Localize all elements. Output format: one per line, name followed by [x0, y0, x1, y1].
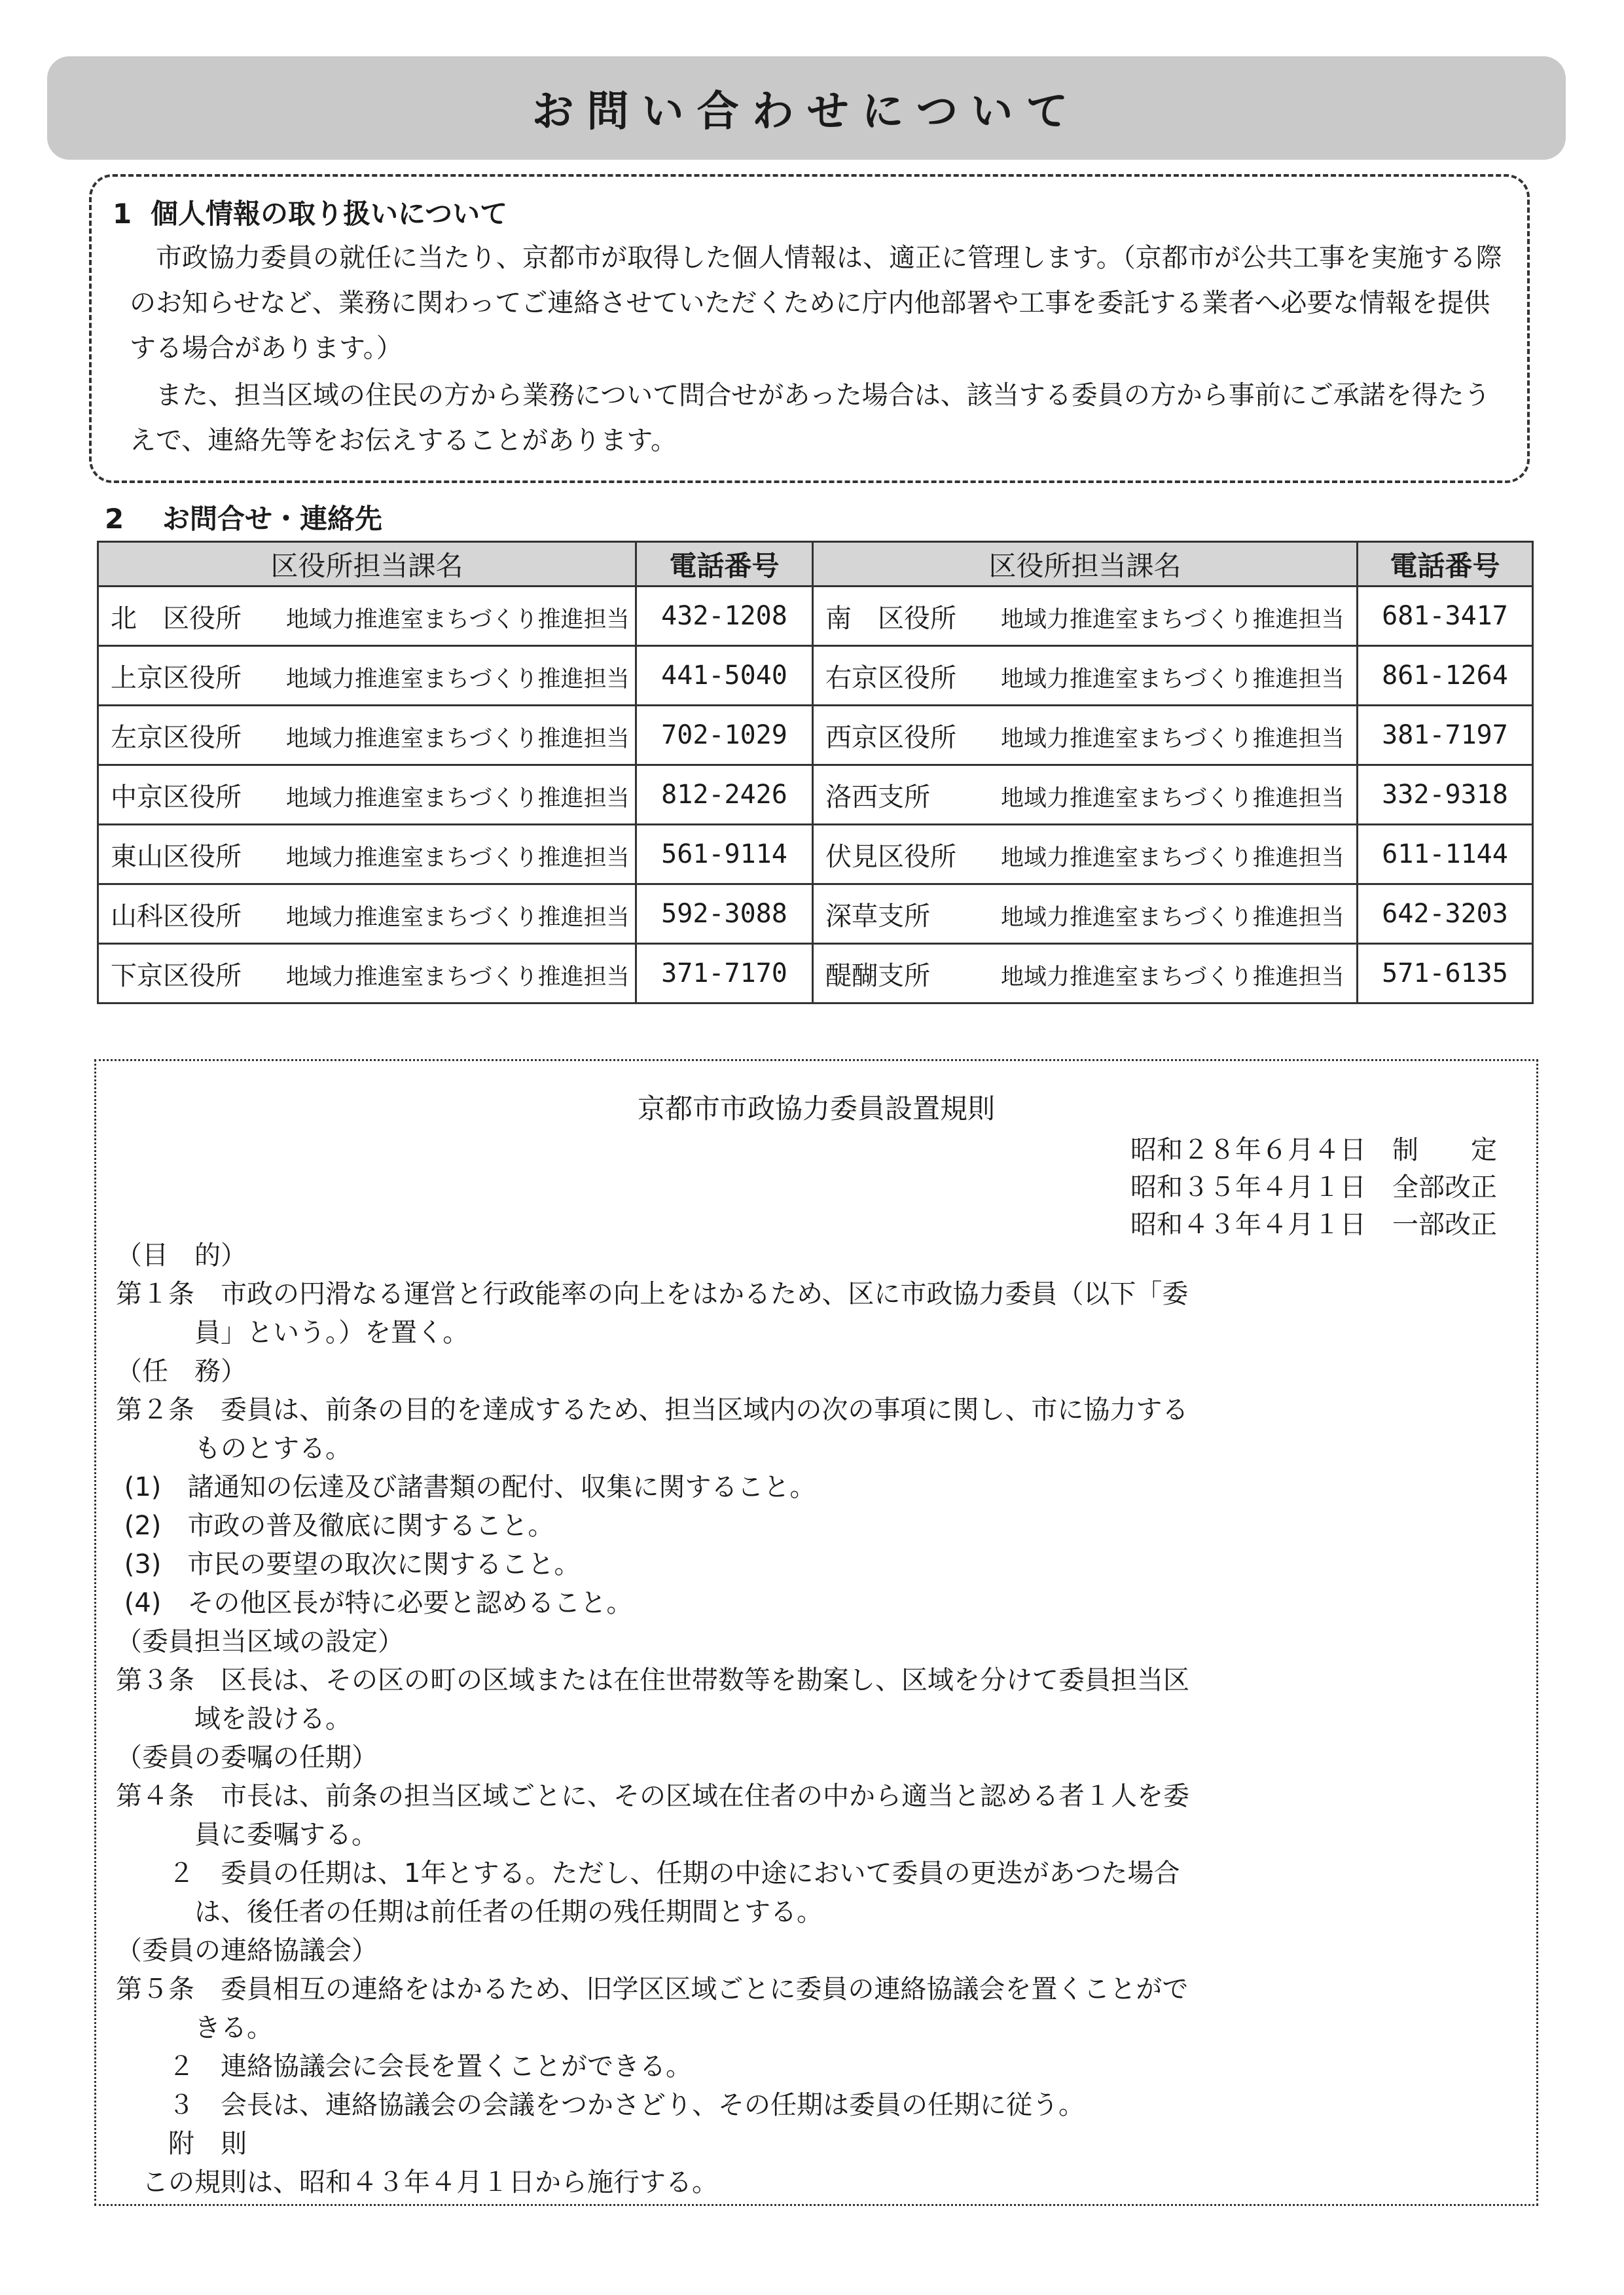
department-name: 地域力推進室まちづくり推進担当	[1001, 785, 1344, 812]
section1-title: 個人情報の取り扱いについて	[151, 198, 508, 230]
column-header-phone: 電話番号	[636, 542, 813, 587]
ward-name: 東山区役所	[111, 841, 242, 872]
section1-number: 1	[113, 198, 132, 230]
regulation-line: ２ 委員の任期は、1年とする。ただし、任期の中途において委員の更迭があつた場合	[116, 1858, 1180, 1888]
history-line: 昭和４３年４月１日 一部改正	[1130, 1210, 1497, 1240]
phone-number: 381-7197	[1358, 706, 1533, 765]
ward-name: 右京区役所	[825, 662, 956, 693]
regulation-line: （委員担当区域の設定）	[116, 1627, 404, 1657]
table-row	[98, 646, 1533, 706]
contact-table	[97, 541, 1534, 1004]
office-cell	[98, 825, 636, 884]
department-name: 地域力推進室まちづくり推進担当	[1001, 606, 1344, 633]
regulation-line: 員に委嘱する。	[116, 1820, 378, 1850]
table-row	[98, 944, 1533, 1003]
ward-name: 中京区役所	[111, 782, 242, 812]
section2-heading	[105, 497, 382, 537]
regulation-line: ものとする。	[116, 1434, 352, 1464]
phone-number: 561-9114	[636, 825, 813, 884]
regulation-line: （委員の連絡協議会）	[116, 1936, 378, 1966]
regulation-line: 第２条 委員は、前条の目的を達成するため、担当区域内の次の事項に関し、市に協力する	[116, 1395, 1189, 1425]
table-row	[98, 706, 1533, 765]
privacy-paragraph-2: また、担当区域の住民の方から業務について問合せがあった場合は、該当する委員の方から事前にご承諾を得たうえで、連絡先等をお伝えすることがあります。	[130, 380, 1490, 456]
department-name: 地域力推進室まちづくり推進担当	[286, 606, 630, 633]
regulation-line: ３ 会長は、連絡協議会の会議をつかさどり、その任期は委員の任期に従う。	[116, 2090, 1085, 2120]
regulations-title: 京都市市政協力委員設置規則	[637, 1093, 995, 1125]
phone-number: 642-3203	[1358, 884, 1533, 944]
department-name: 地域力推進室まちづくり推進担当	[1001, 844, 1344, 871]
office-cell	[813, 706, 1358, 765]
regulation-line: 第１条 市政の円滑なる運営と行政能率の向上をはかるため、区に市政協力委員（以下「委	[116, 1279, 1189, 1309]
department-name: 地域力推進室まちづくり推進担当	[286, 785, 630, 812]
ward-name: 伏見区役所	[825, 841, 956, 872]
phone-number: 861-1264	[1358, 646, 1533, 706]
regulation-line: (1) 諸通知の伝達及び諸書類の配付、収集に関すること。	[116, 1472, 816, 1502]
ward-name: 西京区役所	[825, 722, 956, 753]
table-row	[98, 884, 1533, 944]
regulation-line: (2) 市政の普及徹底に関すること。	[116, 1511, 554, 1541]
section2-number: 2	[105, 503, 124, 535]
ward-name: 醍醐支所	[825, 960, 930, 991]
office-cell	[813, 884, 1358, 944]
phone-number: 812-2426	[636, 765, 813, 825]
regulation-line: 第５条 委員相互の連絡をはかるため、旧学区区域ごとに委員の連絡協議会を置くことがで	[116, 1974, 1189, 2004]
ward-name: 下京区役所	[111, 960, 242, 991]
regulation-line: 第４条 市長は、前条の担当区域ごとに、その区域在住者の中から適当と認める者１人を委	[116, 1781, 1189, 1811]
phone-number: 371-7170	[636, 944, 813, 1003]
table-row	[98, 765, 1533, 825]
history-line: 昭和２８年６月４日 制 定	[1130, 1135, 1497, 1165]
ward-name: 山科区役所	[111, 901, 242, 931]
regulation-line: この規則は、昭和４３年４月１日から施行する。	[116, 2167, 718, 2197]
department-name: 地域力推進室まちづくり推進担当	[286, 904, 630, 931]
table-row	[98, 587, 1533, 646]
section1-heading	[113, 192, 507, 232]
column-header-phone: 電話番号	[1358, 542, 1533, 587]
ward-name: 北 区役所	[111, 603, 242, 634]
regulation-line: 第３条 区長は、その区の町の区域または在住世帯数等を勘案し、区域を分けて委員担当区	[116, 1665, 1189, 1695]
phone-number: 592-3088	[636, 884, 813, 944]
office-cell	[98, 944, 636, 1003]
phone-number: 681-3417	[1358, 587, 1533, 646]
department-name: 地域力推進室まちづくり推進担当	[286, 964, 630, 990]
department-name: 地域力推進室まちづくり推進担当	[1001, 725, 1344, 752]
regulation-line: （目 的）	[116, 1240, 247, 1271]
regulation-line: 員」という。）を置く。	[116, 1318, 469, 1348]
department-name: 地域力推進室まちづくり推進担当	[286, 725, 630, 752]
ward-name: 上京区役所	[111, 662, 242, 693]
ward-name: 左京区役所	[111, 722, 242, 753]
regulation-line: 附 則	[116, 2129, 247, 2159]
column-header-office: 区役所担当課名	[98, 542, 636, 587]
privacy-section	[89, 174, 1530, 483]
department-name: 地域力推進室まちづくり推進担当	[286, 844, 630, 871]
regulation-line: ２ 連絡協議会に会長を置くことができる。	[116, 2051, 692, 2082]
regulation-line: (3) 市民の要望の取次に関すること。	[116, 1549, 581, 1580]
ward-name: 深草支所	[825, 901, 930, 931]
office-cell	[98, 884, 636, 944]
regulations-body	[116, 1237, 1523, 2202]
regulation-line: 域を設ける。	[116, 1704, 352, 1734]
phone-number: 332-9318	[1358, 765, 1533, 825]
regulation-line: は、後任者の任期は前任者の任期の残任期間とする。	[116, 1897, 823, 1927]
regulation-line: （委員の委嘱の任期）	[116, 1743, 378, 1773]
privacy-paragraph-1: 市政協力委員の就任に当たり、京都市が取得した個人情報は、適正に管理します。（京都市が公共工事を実施する際のお知らせなど、業務に関わってご連絡させていただくために庁内他部署や工事を委託する業者へ必要な情報を提供する場合があります。）	[130, 243, 1502, 363]
department-name: 地域力推進室まちづくり推進担当	[1001, 964, 1344, 990]
office-cell	[98, 646, 636, 706]
office-cell	[813, 646, 1358, 706]
office-cell	[813, 944, 1358, 1003]
ward-name: 洛西支所	[825, 782, 930, 812]
history-line: 昭和３５年４月１日 全部改正	[1130, 1172, 1497, 1202]
phone-number: 441-5040	[636, 646, 813, 706]
office-cell	[98, 765, 636, 825]
enactment-history	[1130, 1132, 1497, 1244]
office-cell	[813, 765, 1358, 825]
department-name: 地域力推進室まちづくり推進担当	[1001, 904, 1344, 931]
phone-number: 432-1208	[636, 587, 813, 646]
office-cell	[813, 825, 1358, 884]
title-banner	[47, 56, 1566, 160]
department-name: 地域力推進室まちづくり推進担当	[286, 666, 630, 693]
office-cell	[813, 587, 1358, 646]
regulation-line: （任 務）	[116, 1356, 247, 1386]
phone-number: 611-1144	[1358, 825, 1533, 884]
regulations-box	[94, 1059, 1538, 2206]
section2-title: お問合せ・連絡先	[162, 503, 383, 535]
page-title: お問い合わせについて	[532, 88, 1081, 136]
department-name: 地域力推進室まちづくり推進担当	[1001, 666, 1344, 693]
table-row	[98, 825, 1533, 884]
phone-number: 571-6135	[1358, 944, 1533, 1003]
office-cell	[98, 706, 636, 765]
column-header-office: 区役所担当課名	[813, 542, 1358, 587]
ward-name: 南 区役所	[825, 603, 956, 634]
regulation-line: きる。	[116, 2013, 273, 2043]
table-header-row	[98, 542, 1533, 587]
phone-number: 702-1029	[636, 706, 813, 765]
office-cell	[98, 587, 636, 646]
regulation-line: (4) その他区長が特に必要と認めること。	[116, 1588, 633, 1618]
